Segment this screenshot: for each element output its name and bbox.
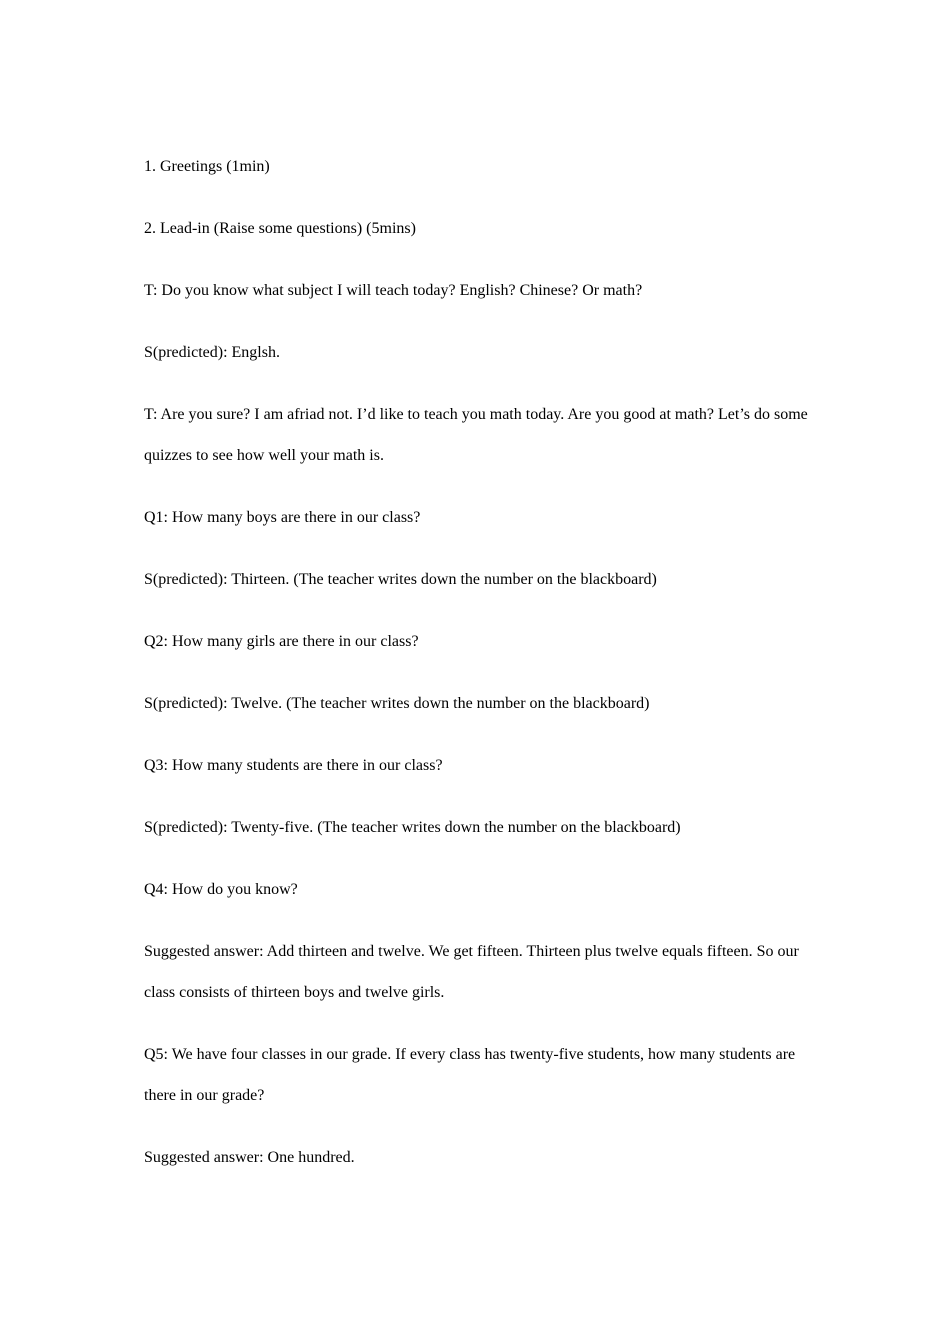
section-heading-lead-in: 2. Lead-in (Raise some questions) (5mins) (144, 220, 416, 237)
suggested-answer: Suggested answer: Add thirteen and twelve. We get fifteen. Thirteen plus twelve equals fifteen. So our class consists of thirteen boys and twelve girls. (144, 943, 799, 1001)
question-q1: Q1: How many boys are there in our class? (144, 509, 421, 526)
question-q4: Q4: How do you know? (144, 881, 298, 898)
question-q3: Q3: How many students are there in our class? (144, 757, 443, 774)
suggested-answer: Suggested answer: One hundred. (144, 1149, 355, 1166)
document-body (144, 146, 814, 1199)
student-line: S(predicted): Twenty-five. (The teacher writes down the number on the blackboard) (144, 819, 681, 836)
student-line: S(predicted): Twelve. (The teacher writes down the number on the blackboard) (144, 695, 650, 712)
question-q5: Q5: We have four classes in our grade. If every class has twenty-five students, how many students are there in our grade? (144, 1046, 796, 1104)
question-q2: Q2: How many girls are there in our class? (144, 633, 419, 650)
section-heading-greetings: 1. Greetings (1min) (144, 158, 270, 175)
teacher-line: T: Are you sure? I am afriad not. I’d like to teach you math today. Are you good at math? Let’s do some quizzes to see how well your math is. (144, 406, 808, 464)
teacher-line: T: Do you know what subject I will teach today? English? Chinese? Or math? (144, 282, 643, 299)
student-line: S(predicted): Englsh. (144, 344, 280, 361)
student-line: S(predicted): Thirteen. (The teacher writes down the number on the blackboard) (144, 571, 657, 588)
